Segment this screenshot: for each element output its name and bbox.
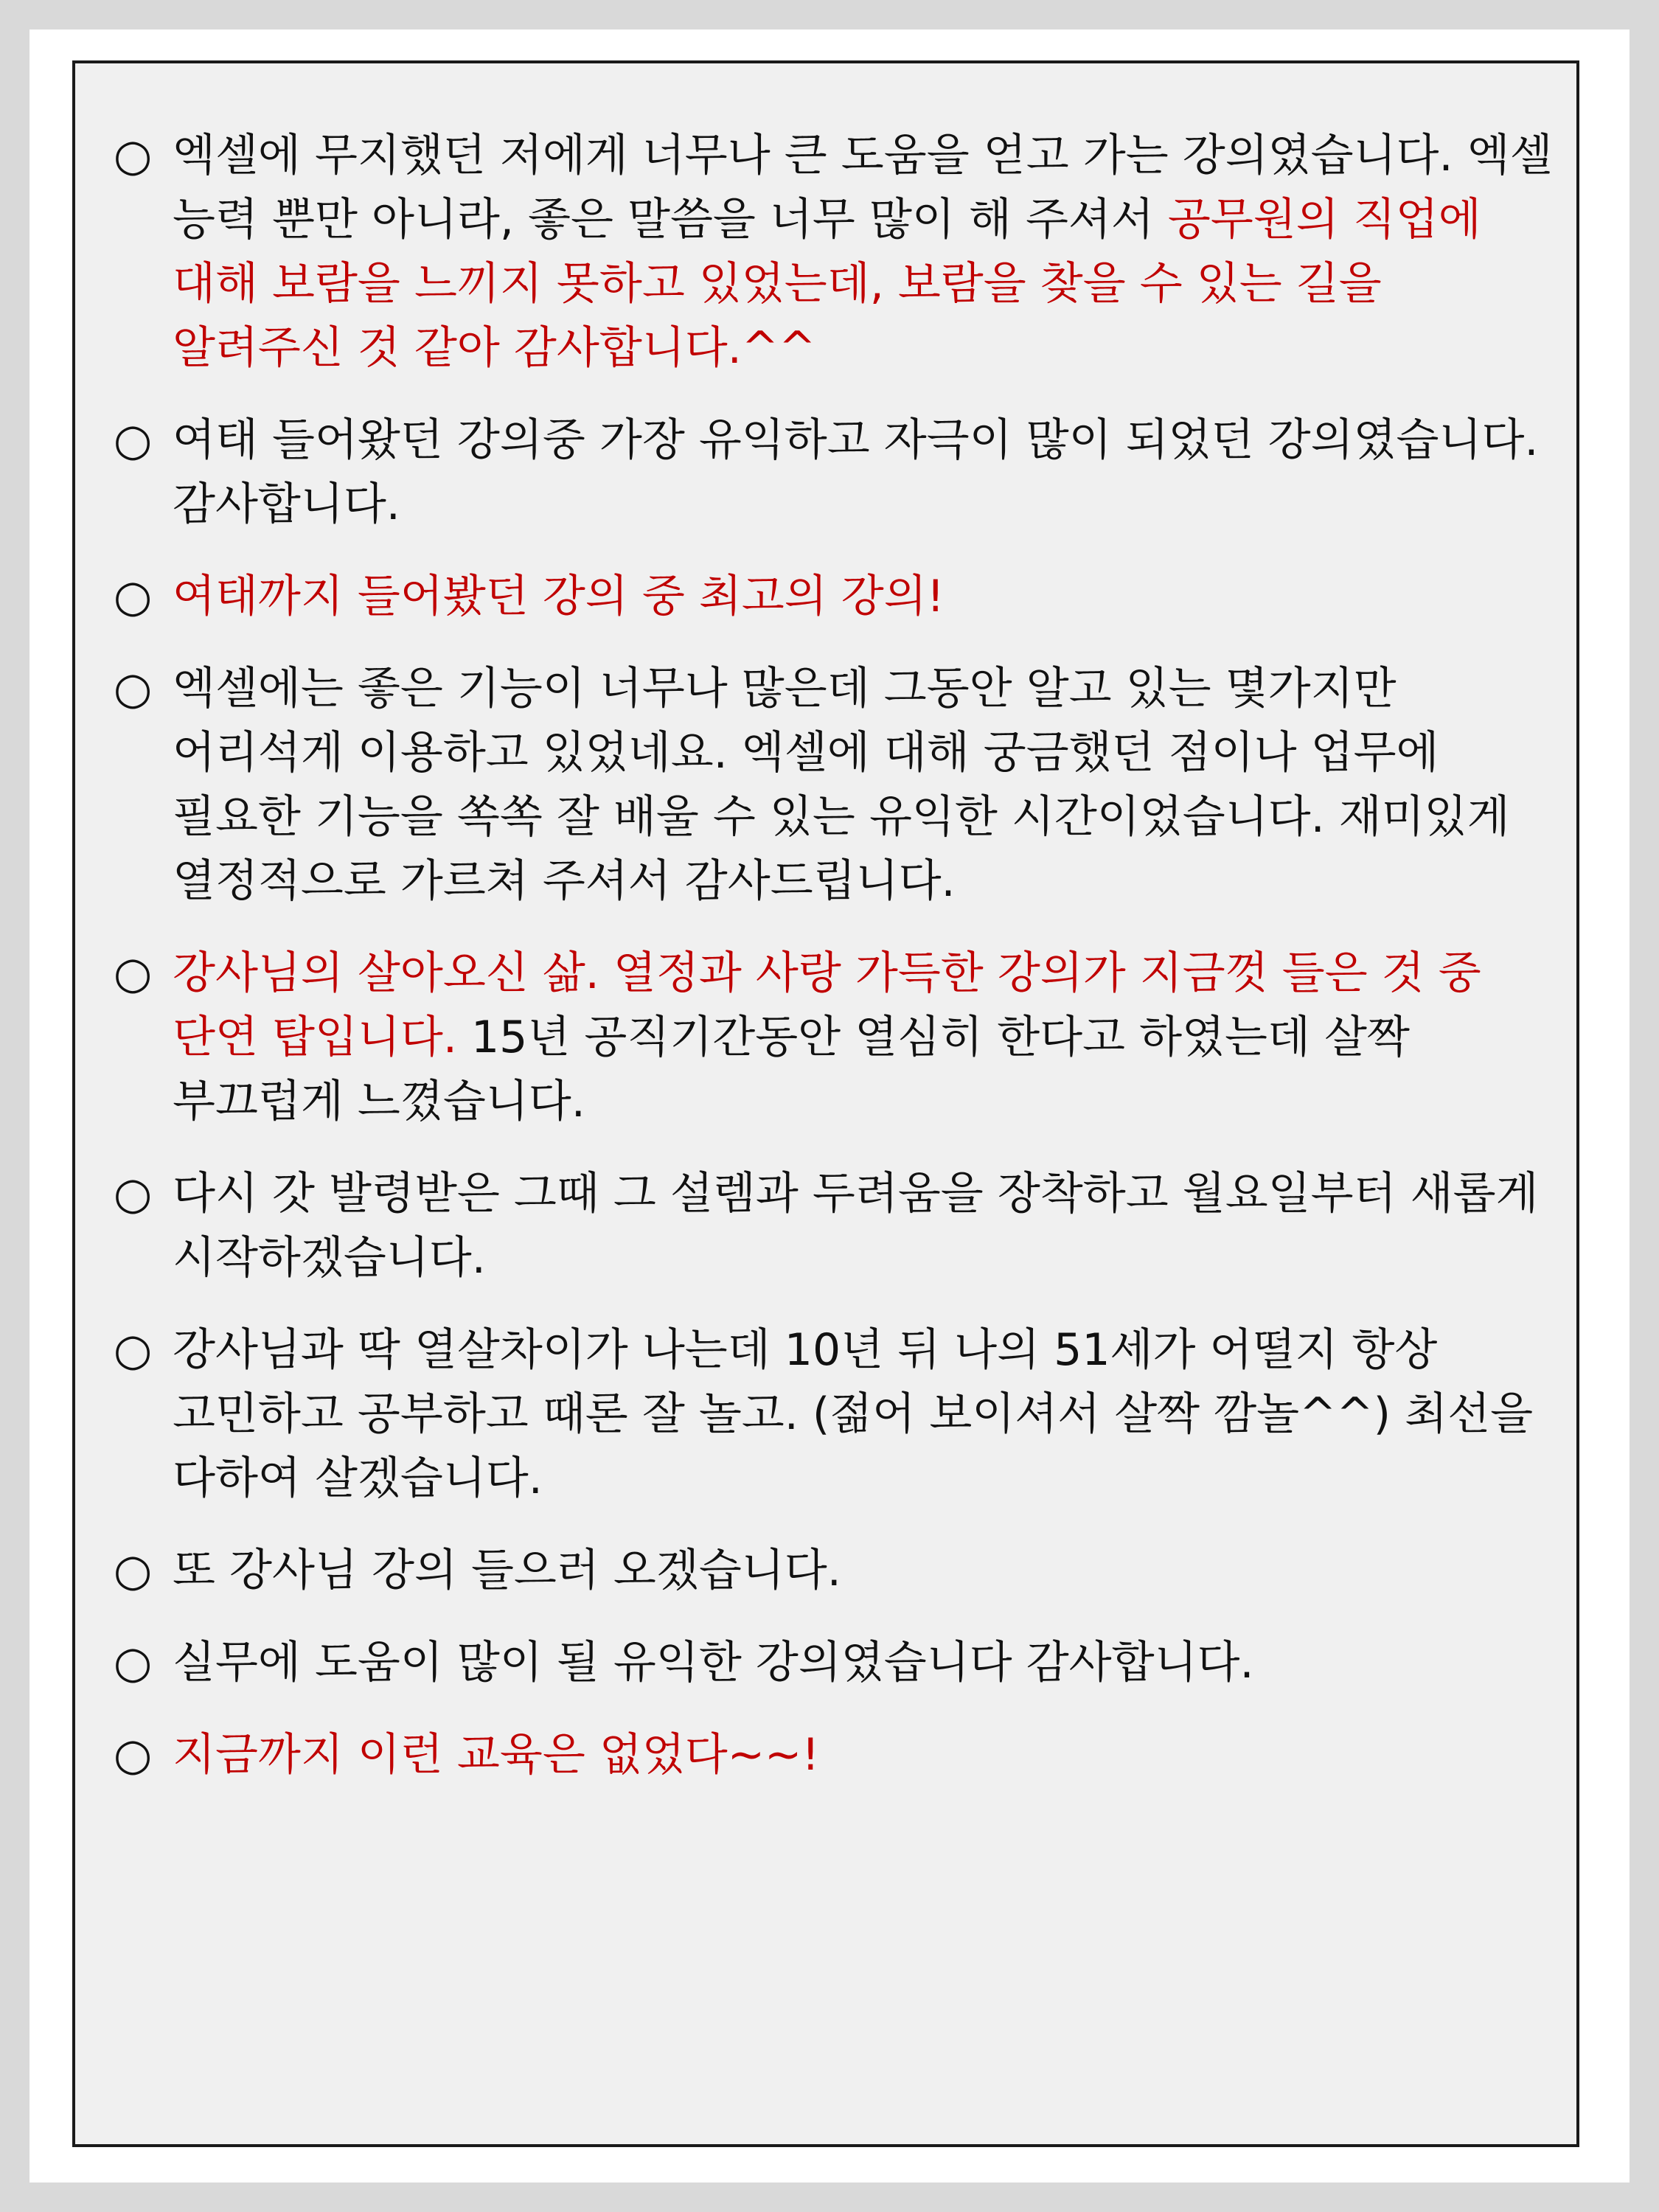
circle-bullet-icon: ○ [114,1545,153,1596]
comment-text [173,1723,1559,1787]
comment-segment: 실무에 도움이 많이 될 유익한 강의였습니다 감사합니다. [173,1637,1254,1688]
comment-text [173,124,1559,380]
comment-item [114,657,1559,914]
circle-bullet-icon: ○ [114,1729,153,1781]
comment-segment-highlight: 여태까지 들어봤던 강의 중 최고의 강의! [173,571,945,622]
circle-bullet-icon: ○ [114,130,153,181]
comment-segment: 다시 갓 발령받은 그때 그 설렘과 두려움을 장착하고 월요일부터 새롭게 시작하겠습니다. [173,1168,1539,1284]
comment-item [114,942,1559,1134]
comment-item [114,565,1559,629]
comment-segment: 15년 공직기간동안 열심히 한다고 하였는데 살짝 부끄럽게 느꼈습니다. [173,1012,1410,1127]
comment-segment: 엑셀에는 좋은 기능이 너무나 많은데 그동안 알고 있는 몇가지만 어리석게 이용하고 있었네요. 엑셀에 대해 궁금했던 점이나 업무에 필요한 기능을 쏙쏙 잘 배울 수 있는 유익한 시간이었습니다. 재미있게 열정적으로 가르쳐 주셔서 감사드립니다. [173,663,1510,907]
comment-segment: 엑셀에 무지했던 저에게 너무나 큰 도움을 얻고 가는 강의였습니다. 엑셀 능력 뿐만 아니라, 좋은 말씀을 너무 많이 해 주셔서 [173,130,1553,246]
circle-bullet-icon: ○ [114,1637,153,1688]
circle-bullet-icon: ○ [114,414,153,466]
comment-text [173,942,1559,1134]
comment-item [114,1539,1559,1603]
comment-text [173,1318,1559,1511]
testimonial-card [72,60,1579,2147]
comment-item [114,1723,1559,1787]
comment-segment: 또 강사님 강의 들으러 오겠습니다. [173,1545,841,1596]
comment-text [173,1539,1559,1603]
page-frame [29,29,1630,2183]
circle-bullet-icon: ○ [114,947,153,999]
comment-segment-highlight: 지금까지 이런 교육은 없었다~~! [173,1729,820,1781]
comment-item [114,1318,1559,1511]
circle-bullet-icon: ○ [114,1324,153,1376]
comment-text [173,1631,1559,1695]
comment-segment: 여태 들어왔던 강의중 가장 유익하고 자극이 많이 되었던 강의였습니다. 감사합니다. [173,414,1539,530]
circle-bullet-icon: ○ [114,571,153,622]
comment-text [173,565,1559,629]
comment-item [114,1631,1559,1695]
comment-list [114,124,1559,1815]
comment-item [114,124,1559,380]
comment-segment-highlight: 공무원의 직업에 대해 보람을 느끼지 못하고 있었는데, 보람을 찾을 수 있는 길을 알려주신 것 같아 감사합니다.^^ [173,194,1481,374]
circle-bullet-icon: ○ [114,1168,153,1220]
comment-segment: 강사님과 딱 열살차이가 나는데 10년 뒤 나의 51세가 어떨지 항상 고민하고 공부하고 때론 잘 놀고. (젊어 보이셔서 살짝 깜놀^^) 최선을 다하여 살겠습니다. [173,1324,1534,1504]
circle-bullet-icon: ○ [114,663,153,714]
comment-text [173,408,1559,537]
comment-text [173,1162,1559,1290]
comment-segment-highlight: 강사님의 살아오신 삶. 열정과 사랑 가득한 강의가 지금껏 들은 것 중 단연 탑입니다. [173,947,1481,1063]
comment-item [114,408,1559,537]
comment-text [173,657,1559,914]
comment-item [114,1162,1559,1290]
